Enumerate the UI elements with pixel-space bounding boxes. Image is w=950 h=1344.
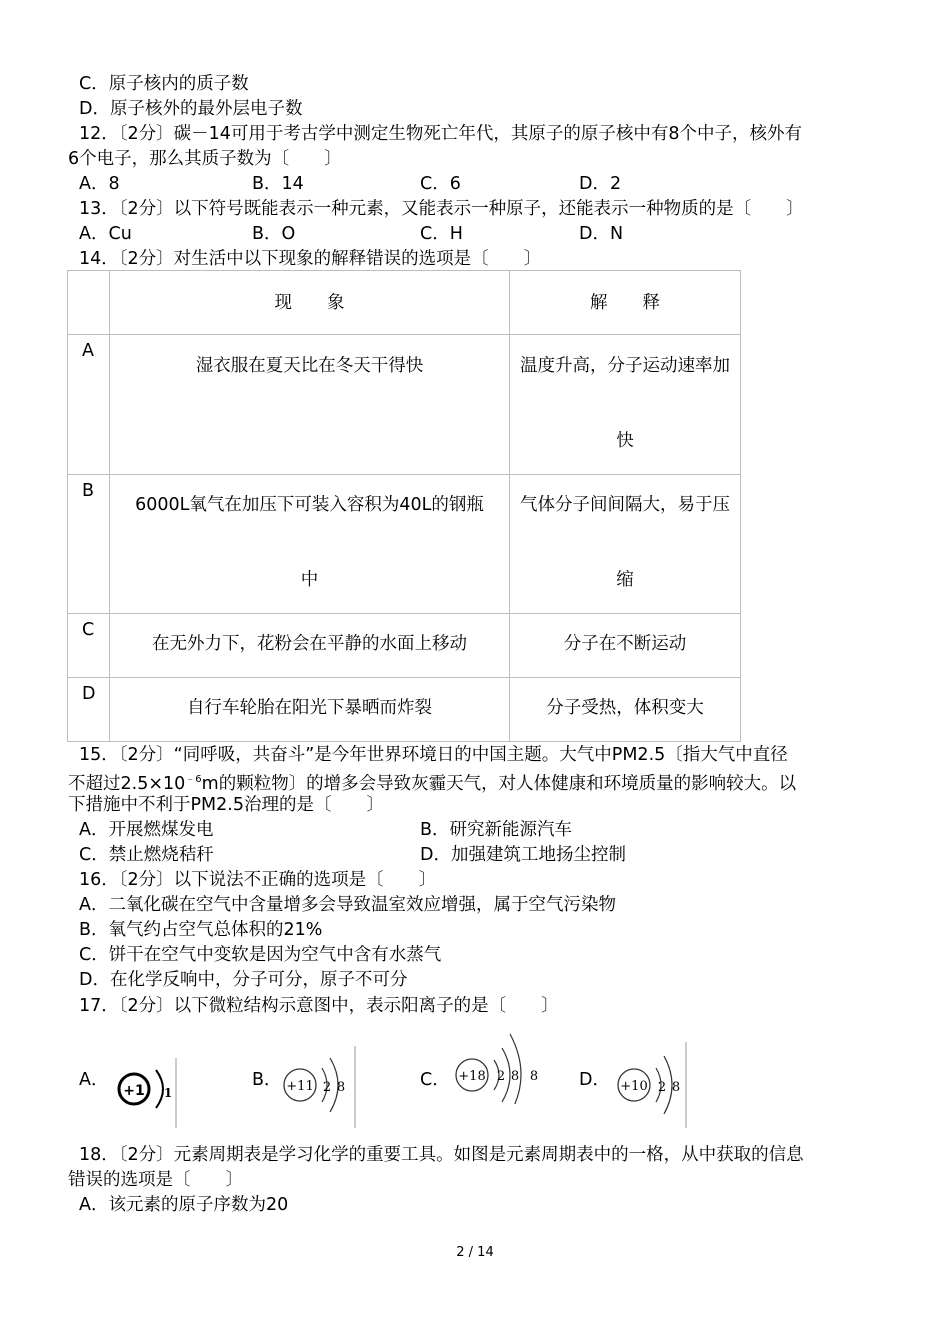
q15-option-c: C．禁止燃烧秸秆 bbox=[79, 845, 214, 865]
shell-electron-count: 8 bbox=[671, 1080, 681, 1095]
q16-option-a: A．二氧化碳在空气中含量增多会导致温室效应增强，属于空气污染物 bbox=[79, 895, 616, 915]
q14-table bbox=[67, 270, 741, 742]
q14-row-d bbox=[68, 678, 741, 742]
q16-stem: 16．〔2分〕以下说法不正确的选项是〔 〕 bbox=[79, 870, 437, 890]
q12-stem-line1: 12．〔2分〕碳－14可用于考古学中测定生物死亡年代，其原子的原子核中有8个中子，核外有 bbox=[79, 124, 803, 144]
q17-option-d-label: D． bbox=[579, 1070, 610, 1090]
q14-row-b bbox=[68, 475, 741, 614]
q14-phenomenon-text-cont: 中 bbox=[300, 570, 319, 590]
q17-option-c-label: C． bbox=[420, 1070, 450, 1090]
q14-row-a-explanation bbox=[510, 335, 741, 475]
q14-row-label: D bbox=[68, 678, 110, 742]
q16-option-d: D．在化学反响中，分子可分，原子不可分 bbox=[79, 970, 408, 990]
q14-row-label: B bbox=[68, 475, 110, 614]
q15-stem-line2 bbox=[68, 768, 796, 796]
q17-option-a-label: A． bbox=[79, 1070, 109, 1090]
q14-row-c bbox=[68, 614, 741, 678]
q14-explanation-text-cont: 快 bbox=[616, 431, 634, 451]
q11-option-c: C．原子核内的质子数 bbox=[79, 74, 249, 94]
q15-text-post: m的颗粒物〕的增多会导致灰霾天气，对人体健康和环境质量的影响较大。以 bbox=[201, 773, 797, 794]
nucleus-charge: +11 bbox=[286, 1079, 314, 1094]
q14-row-c-phenomenon: 在无外力下，花粉会在平静的水面上移动 bbox=[110, 614, 510, 678]
q14-row-d-explanation: 分子受热，体积变大 bbox=[510, 678, 741, 742]
shell-electron-count: 8 bbox=[510, 1069, 520, 1084]
page-number: 2 / 14 bbox=[456, 1245, 494, 1260]
electron-shell-arc bbox=[156, 1070, 163, 1108]
q13-stem: 13．〔2分〕以下符号既能表示一种元素，又能表示一种原子，还能表示一种物质的是〔 〕 bbox=[79, 199, 804, 219]
q13-option-b: B．O bbox=[252, 224, 296, 244]
q14-row-b-explanation bbox=[510, 475, 741, 614]
q14-header-row bbox=[68, 271, 741, 335]
q14-header-explanation: 解 释 bbox=[510, 271, 741, 335]
q14-row-a-phenomenon bbox=[110, 335, 510, 475]
q13-option-c: C．H bbox=[420, 224, 463, 244]
q18-stem-line2: 错误的选项是〔 〕 bbox=[68, 1170, 243, 1190]
q13-option-d: D．N bbox=[579, 224, 624, 244]
q15-stem-line3: 下措施中不利于PM2.5治理的是〔 〕 bbox=[68, 795, 384, 815]
q12-option-a: A．8 bbox=[79, 174, 120, 194]
q15-text-pre: 不超过2.5×10 bbox=[68, 773, 186, 794]
q16-option-c: C．饼干在空气中变软是因为空气中含有水蒸气 bbox=[79, 945, 442, 965]
q17-option-b-diagram bbox=[280, 1044, 360, 1130]
q18-option-a: A．该元素的原子序数为20 bbox=[79, 1195, 289, 1215]
shell-electron-count: 2 bbox=[496, 1069, 506, 1084]
q14-explanation-text: 温度升高，分子运动速率加 bbox=[520, 356, 730, 376]
nucleus-charge: +10 bbox=[620, 1079, 648, 1094]
q12-stem-line2: 6个电子，那么其质子数为〔 〕 bbox=[68, 149, 342, 169]
q11-option-d: D．原子核外的最外层电子数 bbox=[79, 99, 303, 119]
q14-row-b-phenomenon bbox=[110, 475, 510, 614]
q15-exponent: ﹣6 bbox=[185, 774, 202, 785]
shell-electron-count: 1 bbox=[163, 1086, 173, 1100]
q14-explanation-text: 气体分子间间隔大，易于压 bbox=[520, 495, 730, 515]
shell-electron-count: 2 bbox=[657, 1080, 667, 1095]
q17-option-b-label: B． bbox=[252, 1070, 282, 1090]
nucleus-charge: +18 bbox=[458, 1069, 486, 1084]
q14-explanation-text-cont: 缩 bbox=[616, 570, 634, 590]
q14-row-d-phenomenon: 自行车轮胎在阳光下暴晒而炸裂 bbox=[110, 678, 510, 742]
q12-option-c: C．6 bbox=[420, 174, 461, 194]
q16-option-b: B．氧气约占空气总体积的21% bbox=[79, 920, 323, 940]
q15-option-b: B．研究新能源汽车 bbox=[420, 820, 573, 840]
nucleus-charge: +1 bbox=[123, 1083, 145, 1099]
shell-electron-count: 2 bbox=[322, 1080, 332, 1095]
q14-header-blank bbox=[68, 271, 110, 335]
q14-row-label: C bbox=[68, 614, 110, 678]
q13-option-a: A．Cu bbox=[79, 224, 132, 244]
q14-phenomenon-text: 湿衣服在夏天比在冬天干得快 bbox=[195, 356, 424, 376]
shell-electron-count: 8 bbox=[529, 1069, 539, 1084]
q14-row-a bbox=[68, 335, 741, 475]
q14-phenomenon-text: 6000L氧气在加压下可装入容积为40L的钢瓶 bbox=[135, 495, 484, 515]
q12-option-d: D．2 bbox=[579, 174, 622, 194]
q15-option-d: D．加强建筑工地扬尘控制 bbox=[420, 845, 626, 865]
q14-row-c-explanation: 分子在不断运动 bbox=[510, 614, 741, 678]
q15-option-a: A．开展燃煤发电 bbox=[79, 820, 214, 840]
q17-option-a-diagram bbox=[112, 1056, 180, 1130]
shell-electron-count: 8 bbox=[336, 1080, 346, 1095]
q18-stem-line1: 18．〔2分〕元素周期表是学习化学的重要工具。如图是元素周期表中的一格，从中获取的信息 bbox=[79, 1145, 804, 1165]
q17-stem: 17．〔2分〕以下微粒结构示意图中，表示阳离子的是〔 〕 bbox=[79, 996, 559, 1016]
q17-option-d-diagram bbox=[612, 1040, 692, 1130]
q12-option-b: B．14 bbox=[252, 174, 304, 194]
q14-header-phenomenon: 现 象 bbox=[110, 271, 510, 335]
q15-stem-line1: 15．〔2分〕“同呼吸，共奋斗”是今年世界环境日的中国主题。大气中PM2.5〔指大气中直径 bbox=[79, 745, 788, 765]
q14-stem: 14．〔2分〕对生活中以下现象的解释错误的选项是〔 〕 bbox=[79, 249, 542, 269]
q14-row-label: A bbox=[68, 335, 110, 475]
q17-option-c-diagram bbox=[450, 1018, 546, 1104]
